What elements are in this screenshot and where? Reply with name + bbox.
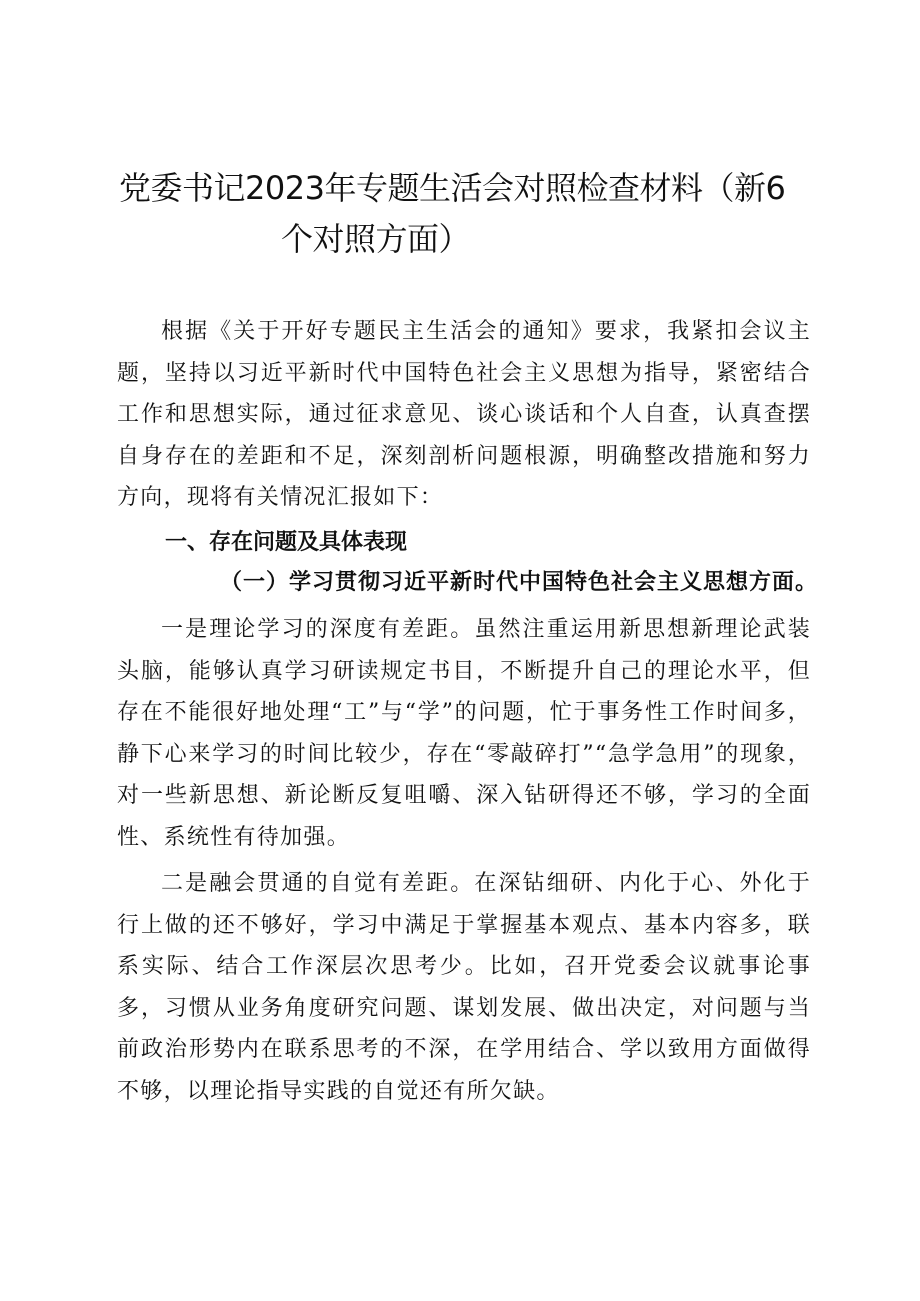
title-line-2: 个对照方面） — [281, 220, 471, 258]
item-paragraph-2: 二是融会贯通的自觉有差距。在深钻细研、内化于心、外化于行上做的还不够好，学习中满足于掌握基本观点、基本内容多，联系实际、结合工作深层次思考少。比如，召开党委会议就事论事多，习惯从业务角度研究问题、谋划发展、做出决定，对问题与当前政治形势内在联系思考的不深，在学用结合、学以致用方面做得不够，以理论指导实践的自觉还有所欠缺。 — [117, 871, 811, 1104]
document-title — [95, 163, 825, 265]
intro-paragraph: 根据《关于开好专题民主生活会的通知》要求，我紧扣会议主题，坚持以习近平新时代中国特色社会主义思想为指导，紧密结合工作和思想实际，通过征求意见、谈心谈话和个人自查，认真查摆自身存在的差距和不足，深刻剖析问题根源，明确整改措施和努力方向，现将有关情况汇报如下： — [117, 319, 811, 510]
title-line-1: 党委书记2023年专题生活会对照检查材料（新6 — [119, 169, 786, 207]
subsection-heading: （一）学习贯彻习近平新时代中国特色社会主义思想方面。 — [220, 569, 819, 595]
item-paragraph-1: 一是理论学习的深度有差距。虽然注重运用新思想新理论武装头脑，能够认真学习研读规定书目，不断提升自己的理论水平，但存在不能很好地处理“工”与“学”的问题，忙于事务性工作时间多，静下心来学习的时间比较少，存在“零敲碎打”“急学急用”的现象，对一些新思想、新论断反复咀嚼、深入钻研得还不够，学习的全面性、系统性有待加强。 — [117, 617, 811, 850]
section-heading: 一、存在问题及具体表现 — [165, 530, 408, 555]
